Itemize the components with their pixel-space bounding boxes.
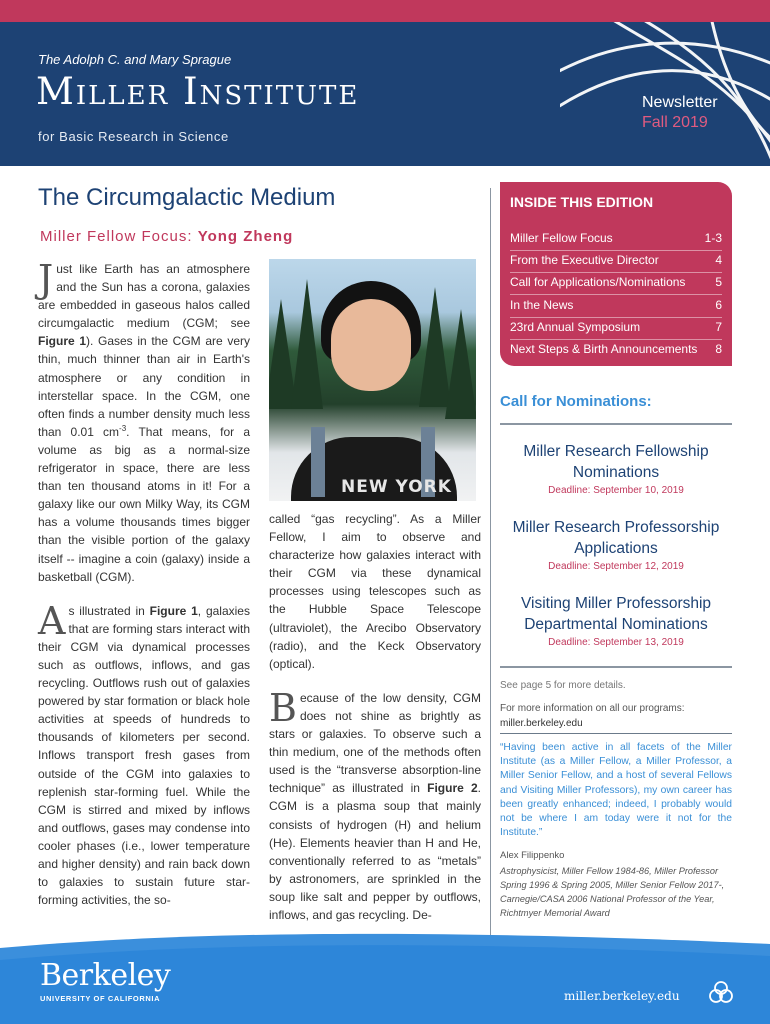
toc-item[interactable]: 23rd Annual Symposium 7 bbox=[510, 320, 722, 334]
masthead-title: Miller Institute bbox=[36, 70, 360, 113]
figure-ref: Figure 2 bbox=[427, 781, 478, 796]
article-column-2 bbox=[269, 510, 481, 924]
drop-cap: J bbox=[38, 257, 54, 301]
article-column-1 bbox=[38, 257, 250, 909]
quote-affiliation: Astrophysicist, Miller Fellow 1984-86, Miller Professor Spring 1996 & Spring 2005, Miller Senior Fellow 2017-, Carnegie/CASA 2006 National Professor of the Year, Richtmyer Memorial Award bbox=[500, 866, 725, 918]
nominations-heading: Call for Nominations: bbox=[500, 393, 652, 410]
masthead bbox=[0, 22, 770, 166]
masthead-pretitle: The Adolph C. and Mary Sprague bbox=[38, 52, 232, 67]
divider bbox=[500, 423, 732, 425]
kicker-name: Yong Zheng bbox=[197, 228, 294, 245]
article-paragraph-2: As illustrated in Figure 1, galaxies that are forming stars interact with their CGM via dynamical processes such as outflows, inflows, and gas recycling. Outflows rush out of galaxies powered by star formation or black hole activities at speeds of hundreds to thousands of kilometers per second. Inflows transport fresh gases from outside of the CGM into galaxies to replenish star-forming fuel. While the CGM is stirred and mixed by inflows and outflows, gases may condense into cooler phases (i.e., lower temperature and higher density) and rain back down to galaxies to sustain future star-forming activities, the so- bbox=[38, 598, 250, 908]
footer-url[interactable]: miller.berkeley.edu bbox=[564, 989, 680, 1003]
article-title: The Circumgalactic Medium bbox=[38, 184, 336, 211]
column-divider bbox=[490, 188, 491, 940]
top-accent-strip bbox=[0, 0, 770, 22]
toc-item[interactable]: From the Executive Director 4 bbox=[510, 253, 722, 267]
figure-ref: Figure 1 bbox=[38, 334, 86, 349]
newsletter-season: Fall 2019 bbox=[642, 114, 708, 131]
more-info-link[interactable]: miller.berkeley.edu bbox=[500, 718, 583, 729]
berkeley-logo-subtitle: UNIVERSITY OF CALIFORNIA bbox=[40, 994, 161, 1003]
testimonial-quote: “Having been active in all facets of the Miller Institute (as a Miller Fellow, a Miller Professor, a Miller Senior Fellow, and a host of several Fellows and Visiting Miller Professors), my own career has been greatly enhanced; indeed, I probably would not be where I am today were it not for the Institute.” bbox=[500, 742, 732, 839]
divider bbox=[500, 666, 732, 668]
shirt-text: NEW YORK bbox=[341, 477, 452, 497]
inside-heading: INSIDE THIS EDITION bbox=[510, 194, 654, 210]
toc-item[interactable]: Miller Fellow Focus 1-3 bbox=[510, 231, 722, 245]
inside-this-edition-box bbox=[500, 182, 732, 366]
masthead-subtitle: for Basic Research in Science bbox=[38, 129, 229, 144]
toc-item[interactable]: Next Steps & Birth Announcements 8 bbox=[510, 342, 722, 356]
divider bbox=[500, 733, 732, 734]
nomination-item: Miller Research Fellowship Nominations Deadline: September 10, 2019 bbox=[523, 443, 709, 496]
article-paragraph-2-continued: called “gas recycling”. As a Miller Fellow, I aim to observe and characterize how galaxies interact with their CGM via these dynamical processes using telescopes such as the Hubble Space Telescope (ultraviolet), the Arecibo Observatory (radio), and the Keck Observatory (optical). bbox=[269, 512, 481, 671]
article-kicker bbox=[40, 228, 293, 245]
nomination-item: Visiting Miller Professorship Departmental Nominations Deadline: September 13, 2019 bbox=[520, 595, 712, 648]
more-info: For more information on all our programs: miller.berkeley.edu bbox=[500, 703, 685, 729]
kicker-prefix: Miller Fellow Focus: bbox=[40, 228, 193, 245]
figure-ref: Figure 1 bbox=[149, 603, 198, 618]
drop-cap: B bbox=[269, 685, 297, 730]
berkeley-logo: Berkeley bbox=[40, 958, 171, 993]
article-paragraph-3: Because of the low density, CGM does not shine as brightly as stars or galaxies. To observe such a thin medium, one of the methods often used is the “transverse absorption-line technique” as illustrated in Figure 2. CGM is a plasma soup that mainly consists of hydrogen (H) and helium (He). Elements heavier than H and He, conventionally referred to as “metals” by astronomers, are sprinkled in the soup like salt and pepper by outflows, inflows, and gas recycling. De- bbox=[269, 685, 481, 922]
see-page-note: See page 5 for more details. bbox=[500, 680, 626, 691]
article-paragraph-1: Just like Earth has an atmosphere and the Sun has a corona, galaxies are embedded in gaseous halos called circumgalactic medium (CGM; see Figure 1). Gases in the CGM are very thin, much thinner than air in Earth's atmosphere or any condition in interstellar space. In the CGM, one often finds a number density much less than 0.01 $cm^{-3}$. That means, for a volume as big as a normal-size refrigerator in space, there are less than ten thousand atoms in it! For a galaxy like our own Milky Way, its CGM has a volume thousands times bigger than the visible portion of the galaxy itself -- imagine a coin (galaxy) inside a basketball (CGM). bbox=[38, 257, 250, 584]
newsletter-label: Newsletter bbox=[642, 94, 718, 111]
nomination-item: Miller Research Professorship Applications Deadline: September 12, 2019 bbox=[512, 519, 720, 572]
institute-knot-icon bbox=[708, 980, 734, 1004]
drop-cap: A bbox=[38, 598, 66, 643]
quote-author: Alex Filippenko bbox=[500, 850, 565, 861]
toc-item[interactable]: In the News 6 bbox=[510, 298, 722, 312]
fellow-portrait-photo bbox=[269, 259, 476, 501]
toc-item[interactable]: Call for Applications/Nominations 5 bbox=[510, 275, 722, 289]
